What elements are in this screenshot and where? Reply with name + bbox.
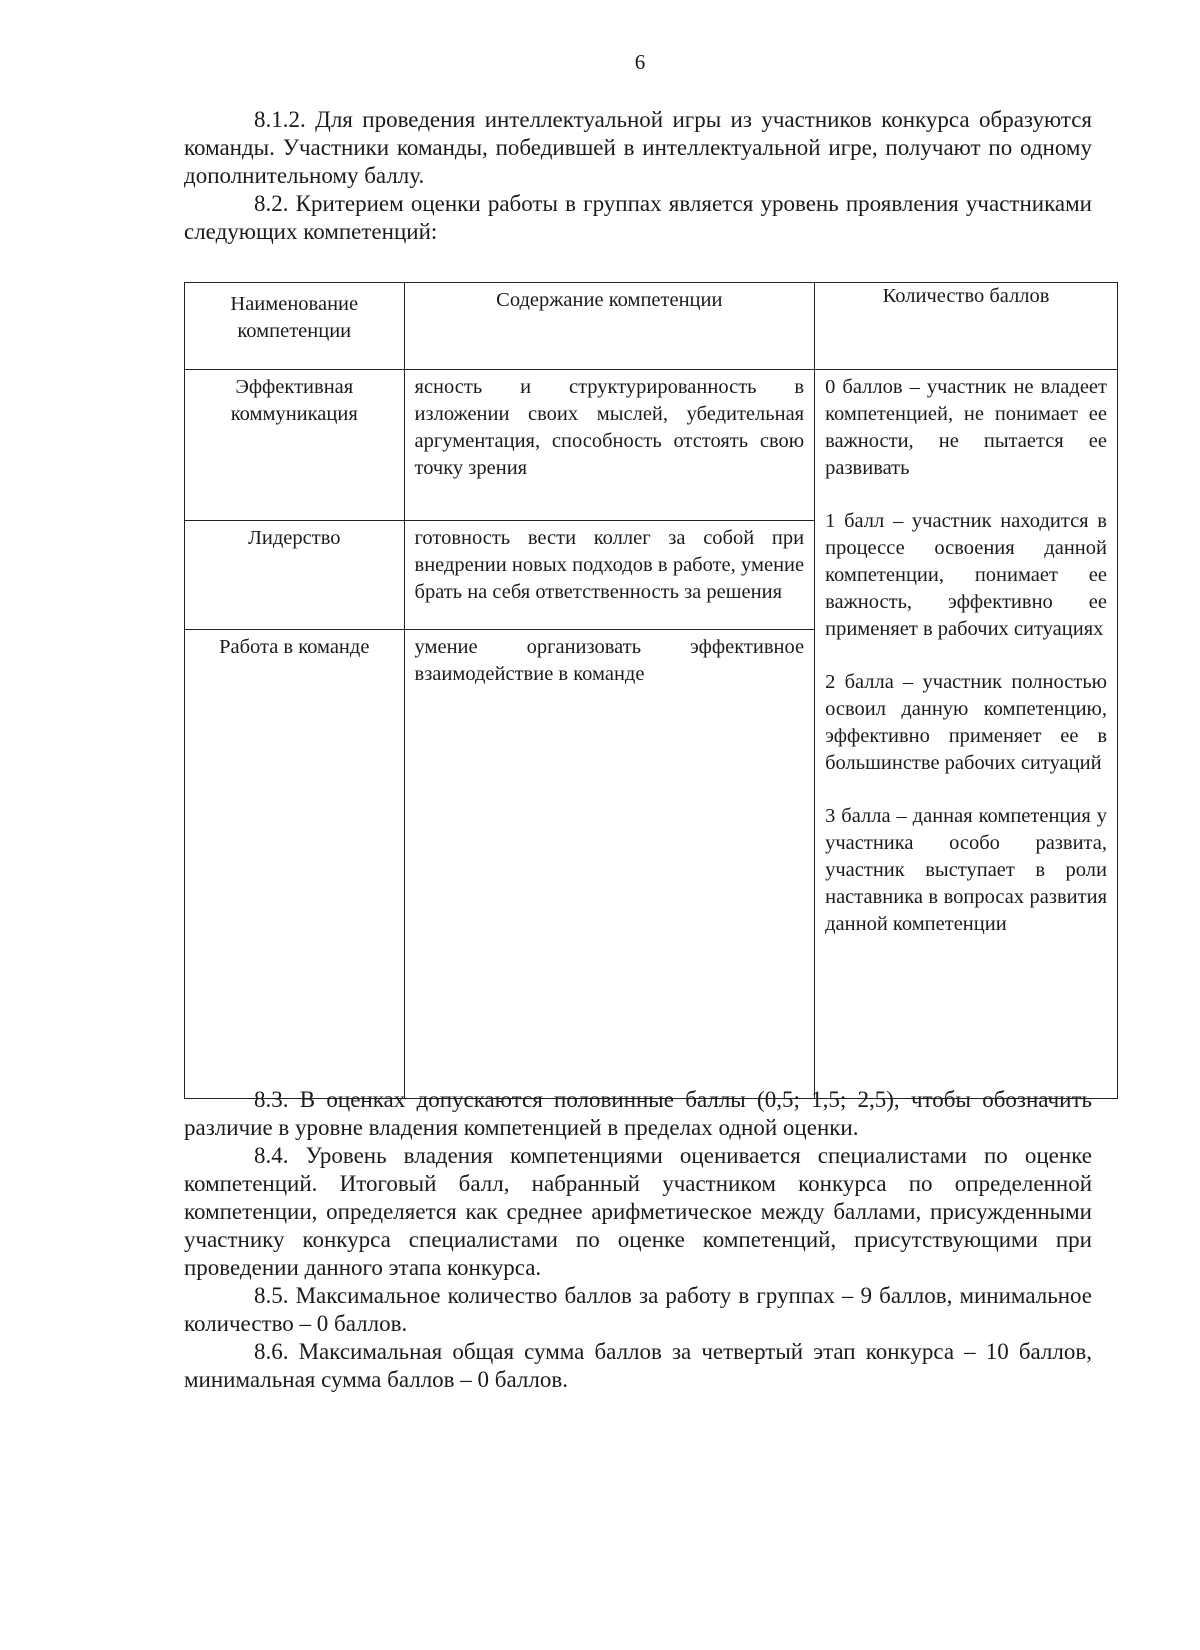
- table-header-row: [185, 283, 1118, 370]
- competency-name: Эффективная коммуникация: [185, 370, 405, 521]
- page-number: 6: [634, 50, 646, 74]
- paragraph-8-5: 8.5. Максимальное количество баллов за работу в группах – 9 баллов, минимальное количество – 0 баллов.: [184, 1283, 1092, 1336]
- competency-content: ясность и структурированность в изложении своих мыслей, убедительная аргументация, способность отстоять свою точку зрения: [404, 370, 815, 521]
- header-competency-content: Содержание компетенции: [404, 283, 815, 370]
- competency-content: готовность вести коллег за собой при внедрении новых подходов в работе, умение брать на себя ответственность за решения: [404, 521, 815, 630]
- header-score-count: Количество баллов: [815, 283, 1118, 370]
- paragraph-8-2: 8.2. Критерием оценки работы в группах является уровень проявления участниками следующих компетенций:: [184, 191, 1092, 244]
- score-level-2: 2 балла – участник полностью освоил данную компетенцию, эффективно применяет ее в большинстве рабочих ситуаций: [825, 671, 1107, 774]
- paragraph-8-1-2: 8.1.2. Для проведения интеллектуальной игры из участников конкурса образуются команды. Участники команды, победившей в интеллектуальной игре, получают по одному дополнительному баллу.: [184, 107, 1092, 188]
- intro-text: [184, 106, 1092, 246]
- after-table-text: [184, 1086, 1092, 1394]
- score-scale-cell: [815, 370, 1118, 1099]
- competencies-table: [184, 282, 1118, 1099]
- score-level-3: 3 балла – данная компетенция у участника особо развита, участник выступает в роли наставника в вопросах развития данной компетенции: [825, 805, 1107, 935]
- header-competency-name: Наименование компетенции: [185, 283, 405, 370]
- competency-name: Лидерство: [185, 521, 405, 630]
- paragraph-8-3: 8.3. В оценках допускаются половинные баллы (0,5; 1,5; 2,5), чтобы обозначить различие в уровне владения компетенцией в пределах одной оценки.: [184, 1087, 1092, 1140]
- competency-name: Работа в команде: [185, 630, 405, 1099]
- score-level-0: 0 баллов – участник не владеет компетенцией, не понимает ее важности, не пытается ее развивать: [825, 376, 1107, 479]
- score-level-1: 1 балл – участник находится в процессе освоения данной компетенции, понимает ее важность, эффективно ее применяет в рабочих ситуациях: [825, 510, 1107, 640]
- competency-content: умение организовать эффективное взаимодействие в команде: [404, 630, 815, 1099]
- paragraph-8-6: 8.6. Максимальная общая сумма баллов за четвертый этап конкурса – 10 баллов, минимальная сумма баллов – 0 баллов.: [184, 1339, 1092, 1392]
- table-row: [185, 370, 1118, 521]
- paragraph-8-4: 8.4. Уровень владения компетенциями оценивается специалистами по оценке компетенций. Итоговый балл, набранный участником конкурса по определенной компетенции, определяется как среднее арифметическое между баллами, присужденными участнику конкурса специалистами по оценке компетенций, присутствующими при проведении данного этапа конкурса.: [184, 1143, 1092, 1280]
